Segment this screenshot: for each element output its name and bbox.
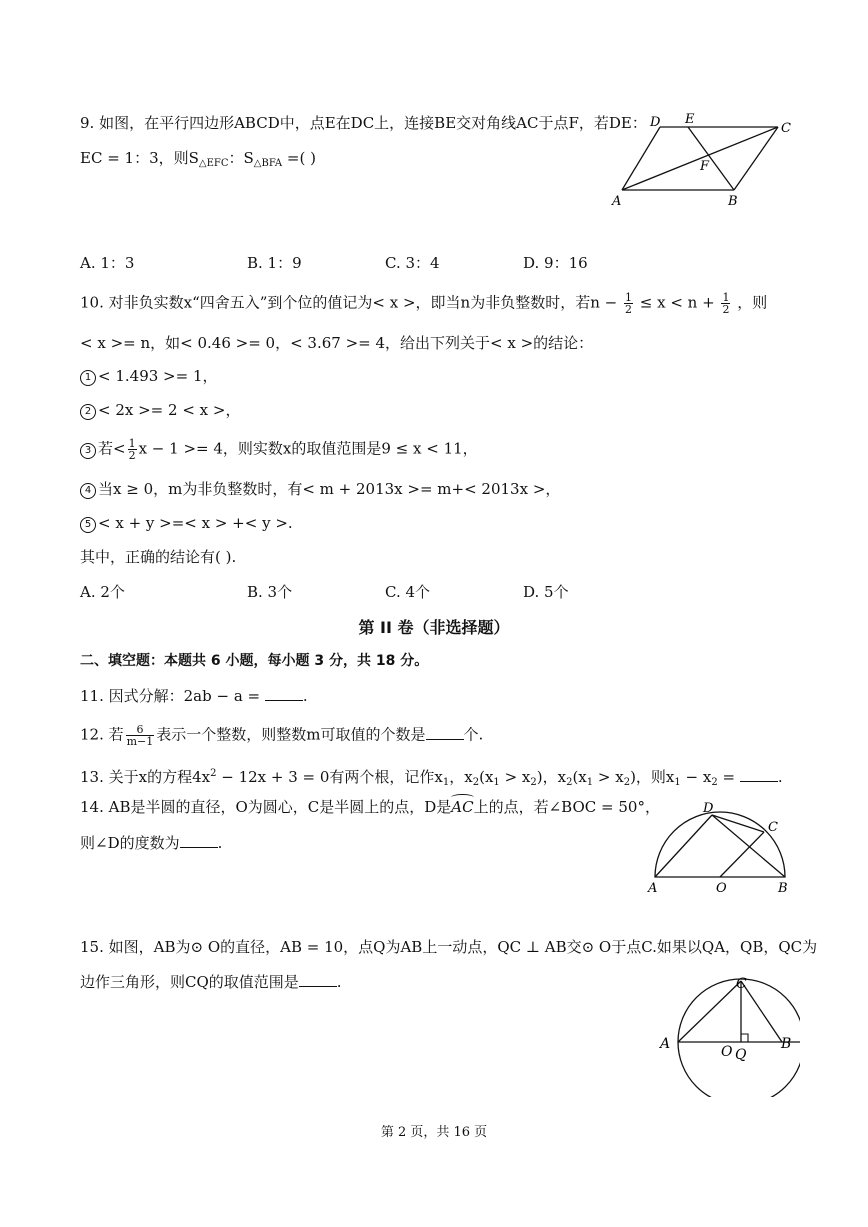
q11-text: 11. 因式分解：2ab − a =	[80, 687, 261, 705]
q10-option-c: C. 4个	[385, 583, 431, 601]
q10-frac1	[624, 292, 633, 315]
q9-option-c: C. 3：4	[385, 254, 440, 272]
item-text: x − 1 >= 4，则实数x的取值范围是9 ≤ x < 11，	[138, 439, 478, 458]
q10-option-d: D. 5个	[523, 583, 569, 601]
q14-line2	[80, 833, 222, 853]
frac-num: 1	[625, 291, 632, 304]
label-B: B	[728, 194, 738, 209]
answer-blank[interactable]	[740, 767, 778, 782]
frac-den: m−1	[126, 735, 154, 748]
q13-sub: 2	[566, 777, 573, 788]
frac-den: 2	[128, 449, 136, 462]
q14-text-b: 上的点，若∠BOC = 50°，	[473, 798, 660, 816]
section2-header: 二、填空题：本题共 6 小题，每小题 3 分，共 18 分。	[80, 653, 429, 669]
label-C: C	[768, 820, 778, 835]
q9-text-a: EC = 1：3，则S	[80, 149, 199, 167]
answer-blank[interactable]	[299, 972, 337, 987]
label-A: A	[660, 1036, 671, 1052]
label-B: B	[778, 881, 788, 895]
frac-den: 2	[722, 303, 730, 316]
q13-sup: 2	[210, 768, 217, 779]
item-text: 当x ≥ 0，m为非负整数时，有< m + 2013x >= m+< 2013x >，	[98, 480, 561, 498]
q13-c: > x	[593, 768, 624, 786]
frac-num: 1	[128, 437, 136, 450]
q9-text-b: ：S	[228, 149, 254, 167]
q14-post: .	[217, 834, 223, 852]
q9-sub2: △BFA	[253, 158, 283, 169]
frac-num: 6	[126, 724, 155, 736]
q13	[80, 764, 783, 793]
q14-line1	[80, 797, 660, 817]
q9-option-d: D. 9：16	[523, 254, 588, 272]
q15-line2	[80, 972, 342, 992]
q10-text-b: ≤ x < n +	[639, 293, 715, 312]
q15-line1: 15. 如图，AB为⊙ O的直径，AB = 10，点Q为AB上一动点，QC ⊥ AB交⊙ O于点C.如果以QA，QB，QC为	[80, 938, 818, 956]
label-O: O	[721, 1044, 733, 1060]
q13-post: .	[777, 768, 783, 786]
q14-text-a: 14. AB是半圆的直径，O为圆心，C是半圆上的点，D是	[80, 798, 452, 816]
q10-item-4	[80, 479, 560, 499]
q13-c: )，x	[536, 768, 567, 786]
q13-mid: − 12x + 3 = 0有两个根，记作x	[216, 768, 443, 786]
q10-line2: < x >= n，如< 0.46 >= 0，< 3.67 >= 4，给出下列关于< x >的结论：	[80, 334, 594, 352]
circle-figure	[655, 972, 800, 1097]
q9-line1: 9. 如图，在平行四边形ABCD中，点E在DC上，连接BE交对角线AC于点F，若DE：	[80, 114, 647, 132]
q13-sub: 1	[674, 777, 681, 788]
item-text: < 1.493 >= 1，	[98, 367, 218, 385]
q13-sub: 2	[472, 777, 480, 788]
q13-sub: 1	[442, 777, 450, 788]
q13-c: ，x	[449, 768, 473, 786]
q11-post: .	[302, 687, 308, 705]
answer-blank[interactable]	[426, 725, 464, 740]
answer-blank[interactable]	[180, 833, 218, 848]
circled-number: 5	[80, 517, 96, 533]
q13-c: − x	[680, 768, 712, 786]
label-O: O	[716, 881, 727, 895]
q13-sub: 2	[623, 777, 631, 788]
q9-option-a: A. 1：3	[80, 254, 135, 272]
q10-text-a: 10. 对非负实数x“四舍五入”到个位的值记为< x >，即当n为非负整数时，若n −	[80, 293, 618, 312]
label-F: F	[700, 159, 710, 174]
q13-c: > x	[499, 768, 531, 786]
q10-option-b: B. 3个	[247, 583, 293, 601]
q13-pre: 13. 关于x的方程4x	[80, 768, 211, 786]
q10-item-2	[80, 400, 240, 420]
q15-post: .	[336, 973, 342, 991]
q10-item-1	[80, 366, 218, 386]
q11	[80, 686, 308, 706]
arc-ac: AC	[451, 798, 474, 816]
q14-text: 则∠D的度数为	[80, 834, 180, 852]
circled-number: 4	[80, 483, 96, 499]
q10-conclusion: 其中，正确的结论有( ).	[80, 548, 237, 566]
label-B: B	[781, 1036, 792, 1052]
q13-sub: 1	[493, 777, 500, 788]
q12-post: 个.	[463, 725, 484, 744]
page-footer: 第 2 页，共 16 页	[380, 1125, 488, 1140]
q10-frac2	[721, 292, 730, 315]
semicircle-figure	[640, 795, 800, 895]
q10-item-5	[80, 513, 293, 533]
label-C: C	[781, 121, 791, 136]
q10-item-3	[80, 438, 478, 461]
label-A: A	[612, 194, 622, 209]
q10-line1	[80, 292, 767, 315]
q12-pre: 12. 若	[80, 725, 124, 744]
q12-mid: 表示一个整数，则整数m可取值的个数是	[156, 725, 426, 744]
q13-sub: 2	[711, 777, 718, 788]
answer-blank[interactable]	[265, 686, 303, 701]
q12-frac	[126, 724, 155, 747]
frac-den: 2	[625, 303, 632, 316]
parallelogram-figure	[608, 110, 798, 210]
q13-sub: 2	[530, 777, 537, 788]
q9-sub1: △EFC	[198, 158, 229, 169]
q13-c: =	[717, 768, 736, 786]
circled-number: 1	[80, 370, 96, 386]
frac-num: 1	[722, 291, 730, 304]
label-D: D	[650, 115, 661, 130]
item-pre: 若<	[98, 439, 126, 458]
q9-option-b: B. 1：9	[247, 254, 302, 272]
q15-text: 边作三角形，则CQ的取值范围是	[80, 973, 299, 991]
section2-title: 第 II 卷（非选择题）	[358, 618, 510, 637]
q12	[80, 724, 483, 747]
item-text: < 2x >= 2 < x >，	[98, 401, 241, 419]
circled-number: 3	[80, 443, 96, 459]
q13-c: (x	[572, 768, 587, 786]
item-text: < x + y >=< x > +< y >.	[98, 514, 293, 532]
circled-number: 2	[80, 404, 96, 420]
q13-sub: 1	[586, 777, 594, 788]
q10-item3-frac	[128, 438, 137, 461]
q10-text-c: ，则	[737, 293, 768, 312]
label-D: D	[703, 801, 714, 816]
q13-c: )，则x	[630, 768, 675, 786]
label-C: C	[736, 976, 747, 992]
q13-c: (x	[479, 768, 494, 786]
q10-option-a: A. 2个	[80, 583, 125, 601]
label-Q: Q	[735, 1047, 747, 1063]
q9-line2	[80, 148, 316, 174]
q9-text-c: =( )	[282, 149, 316, 167]
label-E: E	[685, 112, 695, 127]
label-A: A	[648, 881, 658, 895]
